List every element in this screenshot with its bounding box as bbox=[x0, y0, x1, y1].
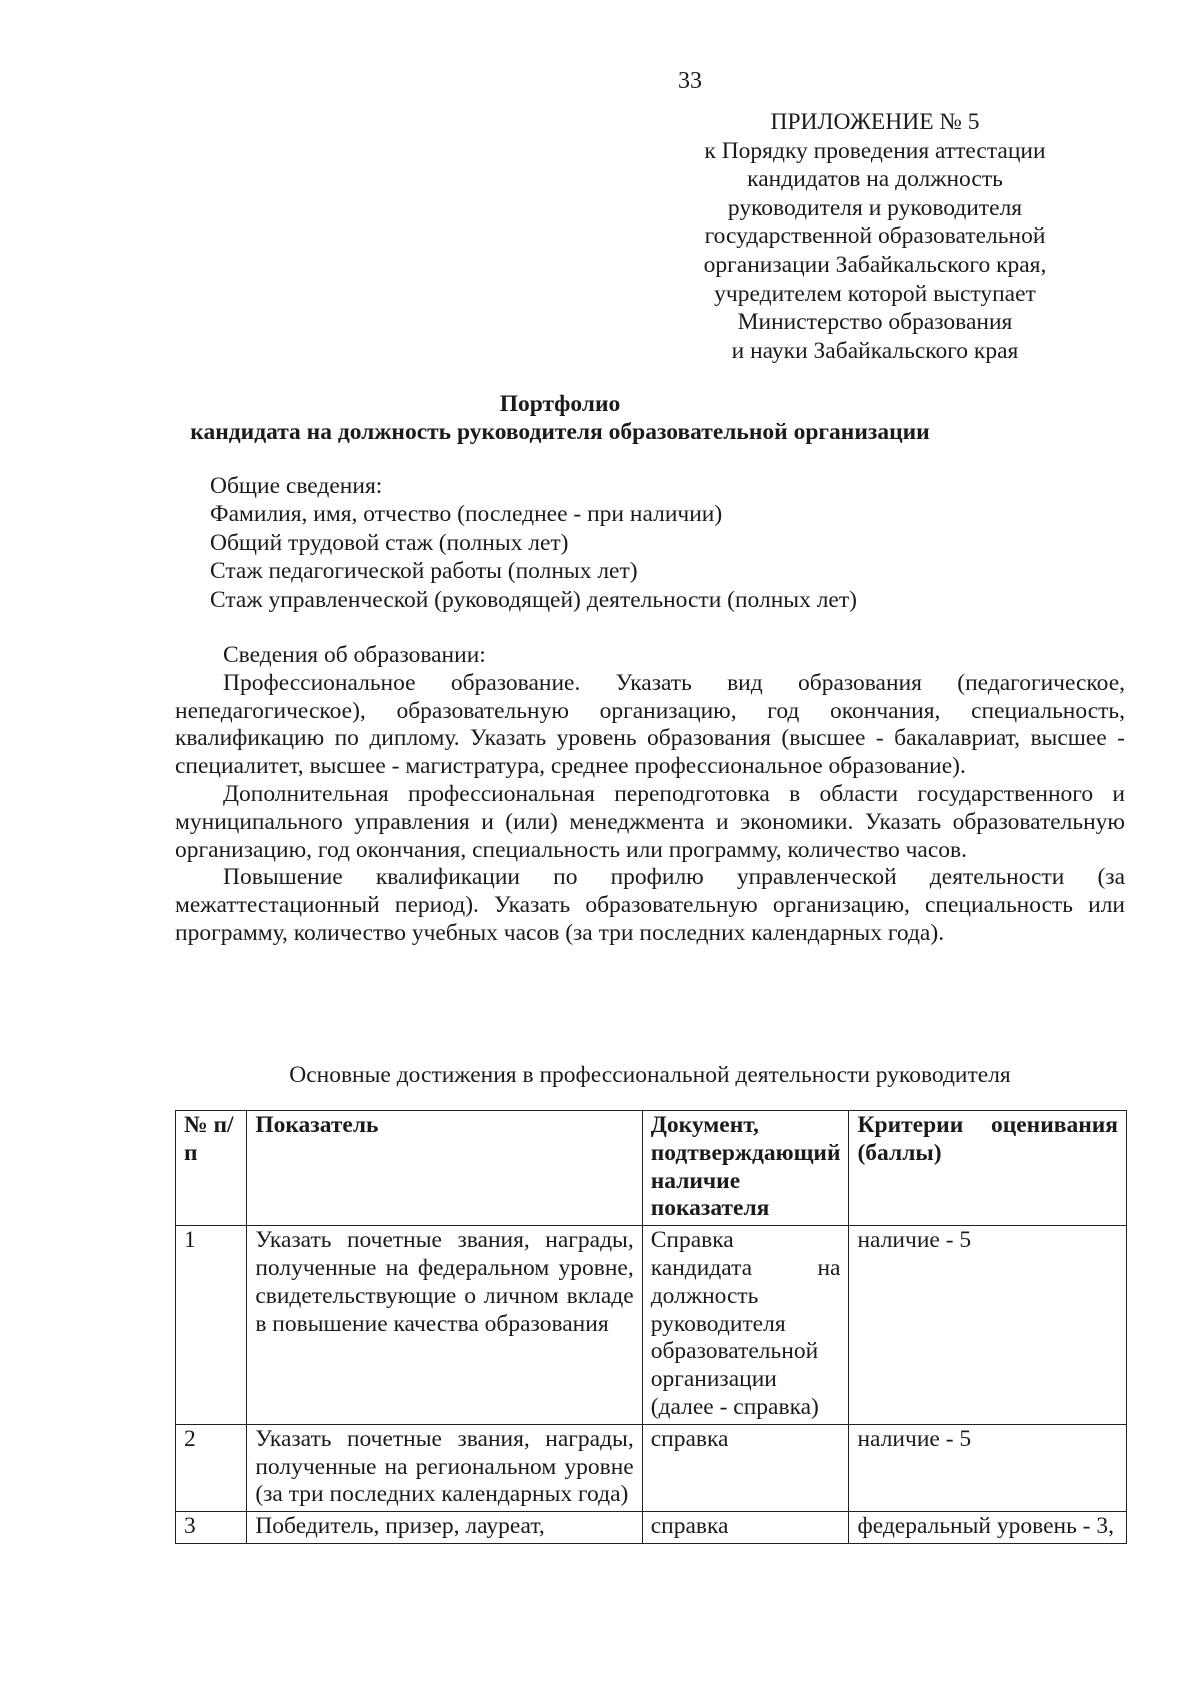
general-info-section bbox=[210, 472, 857, 614]
table-header-row bbox=[176, 1111, 1127, 1226]
column-header-indicator: Показатель bbox=[247, 1111, 642, 1226]
row-document: Справка кандидата на должность руководителя образовательной организации (далее - справка) bbox=[642, 1226, 849, 1425]
general-info-item: Фамилия, имя, отчество (последнее - при наличии) bbox=[210, 501, 723, 528]
appendix-line: кандидатов на должность bbox=[747, 166, 1003, 193]
column-header-document: Документ, подтверждающий наличие показателя bbox=[642, 1111, 849, 1226]
general-info-item: Стаж управленческой (руководящей) деятельности (полных лет) bbox=[210, 586, 857, 613]
appendix-line: учредителем которой выступает bbox=[714, 280, 1036, 307]
education-paragraph: Повышение квалификации по профилю управленческой деятельности (за межаттестационный период). Указать образовательную организацию, специальность или программу, количество учебных часов (за три последних календарных года). bbox=[175, 864, 1125, 946]
row-num: 3 bbox=[176, 1512, 247, 1544]
row-document: справка bbox=[642, 1512, 849, 1544]
appendix-line: руководителя и руководителя bbox=[727, 194, 1023, 221]
row-num: 2 bbox=[176, 1424, 247, 1511]
appendix-block bbox=[690, 108, 1060, 365]
table-row bbox=[176, 1512, 1127, 1544]
education-section bbox=[175, 642, 1125, 948]
page-number: 33 bbox=[678, 68, 702, 94]
appendix-line: к Порядку проведения аттестации bbox=[704, 137, 1046, 164]
row-criteria: наличие - 5 bbox=[849, 1226, 1127, 1425]
education-paragraph: Профессиональное образование. Указать вид образования (педагогическое, непедагогическое), образовательную организацию, год окончания, специальность, квалификацию по диплому. Указать уровень образования (высшее - бакалавриат, высшее - специалитет, высшее - магистратура, среднее профессиональное образование). bbox=[175, 669, 1125, 780]
table-row bbox=[176, 1424, 1127, 1511]
general-info-item: Общий трудовой стаж (полных лет) bbox=[210, 529, 569, 556]
row-indicator: Указать почетные звания, награды, полученные на региональном уровне (за три последних календарных года) bbox=[247, 1424, 642, 1511]
education-paragraph: Дополнительная профессиональная переподготовка в области государственного и муниципального управления и (или) менеджмента и экономики. Указать образовательную организацию, год окончания, специальность или программу, количество часов. bbox=[175, 780, 1125, 863]
title-line-subject: кандидата на должность руководителя образовательной организации bbox=[190, 419, 930, 445]
criteria-word-2: оценивания bbox=[990, 1112, 1118, 1138]
row-criteria: федеральный уровень - 3, bbox=[849, 1512, 1127, 1544]
row-indicator: Указать почетные звания, награды, полученные на федеральном уровне, свидетельствующие о личном вкладе в повышение качества образования bbox=[247, 1226, 642, 1425]
title-line-portfolio: Портфолио bbox=[499, 391, 621, 417]
document-title bbox=[180, 390, 940, 446]
row-criteria: наличие - 5 bbox=[849, 1424, 1127, 1511]
appendix-line: Министерство образования bbox=[737, 309, 1013, 336]
appendix-title: ПРИЛОЖЕНИЕ № 5 bbox=[770, 109, 980, 135]
table-row bbox=[176, 1226, 1127, 1425]
appendix-line: организации Забайкальского края, bbox=[703, 251, 1047, 278]
appendix-line: государственной образовательной bbox=[704, 223, 1046, 250]
achievements-table bbox=[175, 1110, 1127, 1544]
row-document: справка bbox=[642, 1424, 849, 1511]
criteria-word-3: (баллы) bbox=[857, 1139, 942, 1166]
column-header-num: № п/п bbox=[176, 1111, 247, 1226]
column-header-criteria bbox=[849, 1111, 1127, 1226]
general-info-heading: Общие сведения: bbox=[210, 473, 383, 499]
criteria-word-1: Критерии bbox=[857, 1112, 964, 1138]
education-heading: Сведения об образовании: bbox=[223, 642, 486, 668]
achievements-heading: Основные достижения в профессиональной деятельности руководителя bbox=[289, 1062, 1011, 1088]
row-indicator: Победитель, призер, лауреат, bbox=[247, 1512, 642, 1544]
appendix-line: и науки Забайкальского края bbox=[731, 337, 1019, 364]
general-info-item: Стаж педагогической работы (полных лет) bbox=[210, 558, 638, 585]
row-num: 1 bbox=[176, 1226, 247, 1425]
